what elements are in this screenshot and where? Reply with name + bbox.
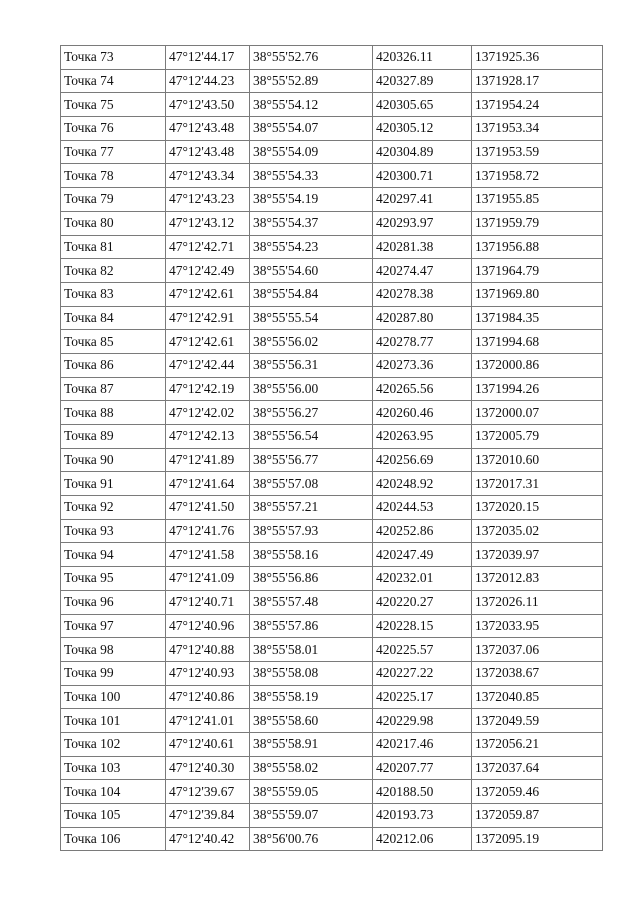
latitude-cell: 47°12'43.23 [166, 188, 250, 212]
x-coordinate-cell: 420281.38 [373, 235, 472, 259]
x-coordinate-cell: 420304.89 [373, 140, 472, 164]
table-row [61, 377, 603, 401]
latitude-cell: 47°12'39.67 [166, 780, 250, 804]
table-row [61, 780, 603, 804]
longitude-cell: 38°55'57.93 [250, 519, 373, 543]
table-row [61, 732, 603, 756]
longitude-cell: 38°55'56.27 [250, 401, 373, 425]
longitude-cell: 38°55'58.01 [250, 638, 373, 662]
latitude-cell: 47°12'41.01 [166, 709, 250, 733]
latitude-cell: 47°12'43.48 [166, 117, 250, 141]
latitude-cell: 47°12'42.02 [166, 401, 250, 425]
longitude-cell: 38°55'57.08 [250, 472, 373, 496]
x-coordinate-cell: 420274.47 [373, 259, 472, 283]
x-coordinate-cell: 420327.89 [373, 69, 472, 93]
point-name-cell: Точка 83 [61, 282, 166, 306]
point-name-cell: Точка 106 [61, 827, 166, 851]
latitude-cell: 47°12'41.58 [166, 543, 250, 567]
point-name-cell: Точка 85 [61, 330, 166, 354]
point-name-cell: Точка 95 [61, 567, 166, 591]
point-name-cell: Точка 100 [61, 685, 166, 709]
y-coordinate-cell: 1372040.85 [472, 685, 603, 709]
table-row [61, 46, 603, 70]
latitude-cell: 47°12'42.71 [166, 235, 250, 259]
y-coordinate-cell: 1371984.35 [472, 306, 603, 330]
x-coordinate-cell: 420217.46 [373, 732, 472, 756]
point-name-cell: Точка 87 [61, 377, 166, 401]
y-coordinate-cell: 1371959.79 [472, 211, 603, 235]
x-coordinate-cell: 420265.56 [373, 377, 472, 401]
x-coordinate-cell: 420305.12 [373, 117, 472, 141]
longitude-cell: 38°55'55.54 [250, 306, 373, 330]
y-coordinate-cell: 1372039.97 [472, 543, 603, 567]
y-coordinate-cell: 1372049.59 [472, 709, 603, 733]
point-name-cell: Точка 79 [61, 188, 166, 212]
point-name-cell: Точка 98 [61, 638, 166, 662]
x-coordinate-cell: 420326.11 [373, 46, 472, 70]
x-coordinate-cell: 420260.46 [373, 401, 472, 425]
y-coordinate-cell: 1372056.21 [472, 732, 603, 756]
table-row [61, 164, 603, 188]
point-name-cell: Точка 104 [61, 780, 166, 804]
latitude-cell: 47°12'42.91 [166, 306, 250, 330]
y-coordinate-cell: 1371925.36 [472, 46, 603, 70]
longitude-cell: 38°55'54.33 [250, 164, 373, 188]
latitude-cell: 47°12'42.49 [166, 259, 250, 283]
y-coordinate-cell: 1372012.83 [472, 567, 603, 591]
longitude-cell: 38°55'59.07 [250, 804, 373, 828]
latitude-cell: 47°12'41.64 [166, 472, 250, 496]
point-name-cell: Точка 81 [61, 235, 166, 259]
table-row [61, 756, 603, 780]
point-name-cell: Точка 92 [61, 496, 166, 520]
x-coordinate-cell: 420244.53 [373, 496, 472, 520]
table-row [61, 117, 603, 141]
longitude-cell: 38°55'54.60 [250, 259, 373, 283]
y-coordinate-cell: 1372095.19 [472, 827, 603, 851]
x-coordinate-cell: 420193.73 [373, 804, 472, 828]
table-row [61, 827, 603, 851]
y-coordinate-cell: 1372037.64 [472, 756, 603, 780]
point-name-cell: Точка 77 [61, 140, 166, 164]
table-row [61, 188, 603, 212]
x-coordinate-cell: 420225.57 [373, 638, 472, 662]
x-coordinate-cell: 420252.86 [373, 519, 472, 543]
latitude-cell: 47°12'43.50 [166, 93, 250, 117]
x-coordinate-cell: 420300.71 [373, 164, 472, 188]
point-name-cell: Точка 94 [61, 543, 166, 567]
x-coordinate-cell: 420278.38 [373, 282, 472, 306]
point-name-cell: Точка 102 [61, 732, 166, 756]
x-coordinate-cell: 420212.06 [373, 827, 472, 851]
table-row [61, 69, 603, 93]
table-row [61, 709, 603, 733]
longitude-cell: 38°55'54.23 [250, 235, 373, 259]
point-name-cell: Точка 84 [61, 306, 166, 330]
table-row [61, 93, 603, 117]
coordinates-table [60, 45, 603, 851]
y-coordinate-cell: 1371994.68 [472, 330, 603, 354]
x-coordinate-cell: 420256.69 [373, 448, 472, 472]
latitude-cell: 47°12'40.30 [166, 756, 250, 780]
table-row [61, 661, 603, 685]
latitude-cell: 47°12'43.34 [166, 164, 250, 188]
point-name-cell: Точка 105 [61, 804, 166, 828]
latitude-cell: 47°12'42.13 [166, 425, 250, 449]
point-name-cell: Точка 74 [61, 69, 166, 93]
latitude-cell: 47°12'41.76 [166, 519, 250, 543]
longitude-cell: 38°55'54.19 [250, 188, 373, 212]
longitude-cell: 38°56'00.76 [250, 827, 373, 851]
latitude-cell: 47°12'43.12 [166, 211, 250, 235]
y-coordinate-cell: 1372038.67 [472, 661, 603, 685]
y-coordinate-cell: 1372037.06 [472, 638, 603, 662]
table-row [61, 567, 603, 591]
latitude-cell: 47°12'41.09 [166, 567, 250, 591]
x-coordinate-cell: 420273.36 [373, 353, 472, 377]
x-coordinate-cell: 420287.80 [373, 306, 472, 330]
x-coordinate-cell: 420297.41 [373, 188, 472, 212]
latitude-cell: 47°12'40.88 [166, 638, 250, 662]
point-name-cell: Точка 78 [61, 164, 166, 188]
point-name-cell: Точка 93 [61, 519, 166, 543]
x-coordinate-cell: 420220.27 [373, 590, 472, 614]
point-name-cell: Точка 101 [61, 709, 166, 733]
table-row [61, 804, 603, 828]
table-row [61, 685, 603, 709]
point-name-cell: Точка 80 [61, 211, 166, 235]
longitude-cell: 38°55'57.86 [250, 614, 373, 638]
table-row [61, 211, 603, 235]
x-coordinate-cell: 420232.01 [373, 567, 472, 591]
x-coordinate-cell: 420248.92 [373, 472, 472, 496]
table-row [61, 259, 603, 283]
y-coordinate-cell: 1371954.24 [472, 93, 603, 117]
y-coordinate-cell: 1371953.34 [472, 117, 603, 141]
table-row [61, 448, 603, 472]
latitude-cell: 47°12'40.61 [166, 732, 250, 756]
y-coordinate-cell: 1371956.88 [472, 235, 603, 259]
longitude-cell: 38°55'54.12 [250, 93, 373, 117]
x-coordinate-cell: 420228.15 [373, 614, 472, 638]
latitude-cell: 47°12'42.61 [166, 330, 250, 354]
x-coordinate-cell: 420207.77 [373, 756, 472, 780]
x-coordinate-cell: 420225.17 [373, 685, 472, 709]
y-coordinate-cell: 1372059.87 [472, 804, 603, 828]
latitude-cell: 47°12'43.48 [166, 140, 250, 164]
y-coordinate-cell: 1371994.26 [472, 377, 603, 401]
table-row [61, 235, 603, 259]
y-coordinate-cell: 1371969.80 [472, 282, 603, 306]
x-coordinate-cell: 420188.50 [373, 780, 472, 804]
longitude-cell: 38°55'56.86 [250, 567, 373, 591]
latitude-cell: 47°12'44.17 [166, 46, 250, 70]
table-row [61, 330, 603, 354]
longitude-cell: 38°55'59.05 [250, 780, 373, 804]
longitude-cell: 38°55'58.60 [250, 709, 373, 733]
table-row [61, 282, 603, 306]
longitude-cell: 38°55'58.19 [250, 685, 373, 709]
point-name-cell: Точка 96 [61, 590, 166, 614]
table-row [61, 401, 603, 425]
table-row [61, 496, 603, 520]
longitude-cell: 38°55'56.77 [250, 448, 373, 472]
y-coordinate-cell: 1372017.31 [472, 472, 603, 496]
table-row [61, 353, 603, 377]
x-coordinate-cell: 420263.95 [373, 425, 472, 449]
y-coordinate-cell: 1372033.95 [472, 614, 603, 638]
latitude-cell: 47°12'40.71 [166, 590, 250, 614]
point-name-cell: Точка 91 [61, 472, 166, 496]
longitude-cell: 38°55'56.54 [250, 425, 373, 449]
y-coordinate-cell: 1371955.85 [472, 188, 603, 212]
longitude-cell: 38°55'54.84 [250, 282, 373, 306]
latitude-cell: 47°12'40.42 [166, 827, 250, 851]
latitude-cell: 47°12'42.61 [166, 282, 250, 306]
y-coordinate-cell: 1372020.15 [472, 496, 603, 520]
x-coordinate-cell: 420229.98 [373, 709, 472, 733]
longitude-cell: 38°55'58.16 [250, 543, 373, 567]
longitude-cell: 38°55'54.09 [250, 140, 373, 164]
longitude-cell: 38°55'56.00 [250, 377, 373, 401]
longitude-cell: 38°55'52.76 [250, 46, 373, 70]
table-row [61, 472, 603, 496]
table-row [61, 519, 603, 543]
y-coordinate-cell: 1371964.79 [472, 259, 603, 283]
latitude-cell: 47°12'41.50 [166, 496, 250, 520]
y-coordinate-cell: 1372000.86 [472, 353, 603, 377]
latitude-cell: 47°12'41.89 [166, 448, 250, 472]
longitude-cell: 38°55'52.89 [250, 69, 373, 93]
point-name-cell: Точка 88 [61, 401, 166, 425]
point-name-cell: Точка 103 [61, 756, 166, 780]
latitude-cell: 47°12'39.84 [166, 804, 250, 828]
point-name-cell: Точка 76 [61, 117, 166, 141]
longitude-cell: 38°55'58.08 [250, 661, 373, 685]
x-coordinate-cell: 420278.77 [373, 330, 472, 354]
latitude-cell: 47°12'40.93 [166, 661, 250, 685]
point-name-cell: Точка 90 [61, 448, 166, 472]
table-row [61, 425, 603, 449]
point-name-cell: Точка 99 [61, 661, 166, 685]
point-name-cell: Точка 75 [61, 93, 166, 117]
table-row [61, 306, 603, 330]
y-coordinate-cell: 1371953.59 [472, 140, 603, 164]
longitude-cell: 38°55'58.02 [250, 756, 373, 780]
point-name-cell: Точка 97 [61, 614, 166, 638]
x-coordinate-cell: 420227.22 [373, 661, 472, 685]
latitude-cell: 47°12'40.96 [166, 614, 250, 638]
table-row [61, 140, 603, 164]
latitude-cell: 47°12'40.86 [166, 685, 250, 709]
table-row [61, 543, 603, 567]
x-coordinate-cell: 420247.49 [373, 543, 472, 567]
latitude-cell: 47°12'44.23 [166, 69, 250, 93]
longitude-cell: 38°55'57.48 [250, 590, 373, 614]
longitude-cell: 38°55'54.07 [250, 117, 373, 141]
longitude-cell: 38°55'57.21 [250, 496, 373, 520]
longitude-cell: 38°55'56.31 [250, 353, 373, 377]
longitude-cell: 38°55'54.37 [250, 211, 373, 235]
coordinates-table-body [61, 46, 603, 851]
table-row [61, 590, 603, 614]
y-coordinate-cell: 1372000.07 [472, 401, 603, 425]
table-row [61, 614, 603, 638]
x-coordinate-cell: 420305.65 [373, 93, 472, 117]
latitude-cell: 47°12'42.44 [166, 353, 250, 377]
latitude-cell: 47°12'42.19 [166, 377, 250, 401]
point-name-cell: Точка 73 [61, 46, 166, 70]
point-name-cell: Точка 89 [61, 425, 166, 449]
y-coordinate-cell: 1372026.11 [472, 590, 603, 614]
point-name-cell: Точка 86 [61, 353, 166, 377]
point-name-cell: Точка 82 [61, 259, 166, 283]
y-coordinate-cell: 1371928.17 [472, 69, 603, 93]
y-coordinate-cell: 1371958.72 [472, 164, 603, 188]
y-coordinate-cell: 1372059.46 [472, 780, 603, 804]
x-coordinate-cell: 420293.97 [373, 211, 472, 235]
y-coordinate-cell: 1372005.79 [472, 425, 603, 449]
y-coordinate-cell: 1372035.02 [472, 519, 603, 543]
longitude-cell: 38°55'58.91 [250, 732, 373, 756]
y-coordinate-cell: 1372010.60 [472, 448, 603, 472]
table-row [61, 638, 603, 662]
longitude-cell: 38°55'56.02 [250, 330, 373, 354]
